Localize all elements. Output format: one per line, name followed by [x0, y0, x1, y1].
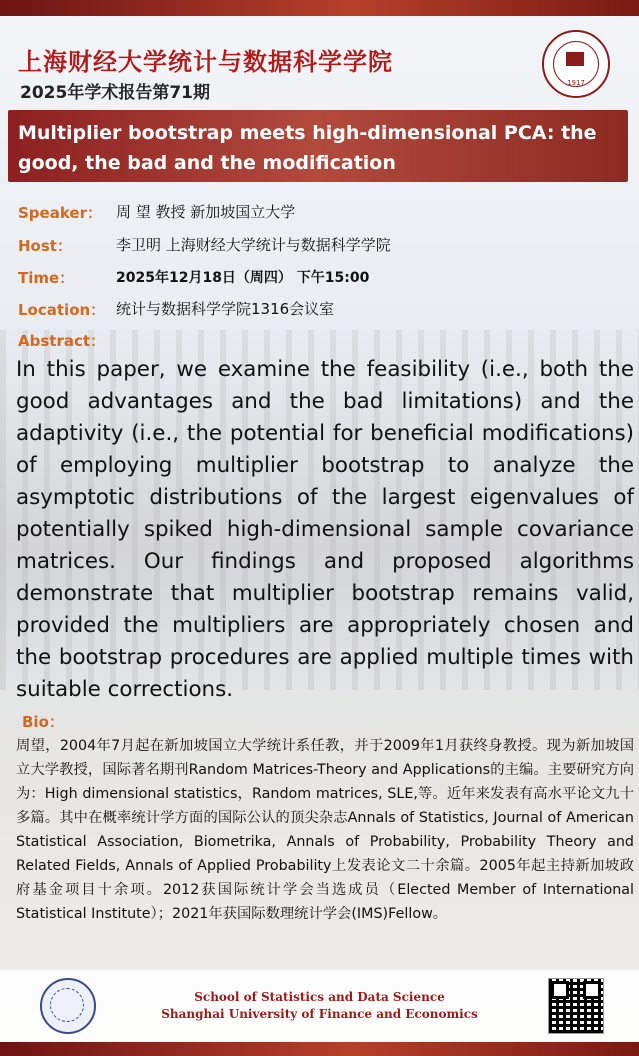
- footer-university-name: Shanghai University of Finance and Economics: [161, 1007, 478, 1021]
- bio-text: 周望，2004年7月起在新加坡国立大学统计系任教，并于2009年1月获终身教授。现为新加坡国立大学教授，国际著名期刊Random Matrices-Theory and Applications的主编。主要研究方向为：High dimensional statistics，Random matrices, SLE,等。近年来发表有高水平论文九十多篇。其中在概率统计学方面的国际公认的顶尖杂志Annals of Statistics, Journal of American Statistical Association, Biometrika, Annals of Probability, Probability Theory and Related Fields, Annals of Applied Probability上发表论文二十余篇。2005年起主持新加坡政府基金项目十余项。2012获国际统计学会当选成员（Elected Member of International Statistical Institute）；2021年获国际数理统计学会(IMS)Fellow。: [16, 738, 634, 922]
- school-title: 上海财经大学统计与数据科学学院: [18, 48, 393, 76]
- time-value: 2025年12月18日（周四） 下午15:00: [116, 270, 370, 286]
- qr-code-icon[interactable]: [548, 978, 604, 1034]
- speaker-label: Speaker：: [18, 204, 102, 222]
- school-logo-icon: [40, 978, 96, 1034]
- host-label: Host：: [18, 237, 72, 255]
- talk-title: Multiplier bootstrap meets high-dimensional PCA: the good, the bad and the modification: [18, 122, 597, 174]
- bottom-bar: [0, 1042, 639, 1056]
- top-bar: [0, 0, 639, 16]
- issue-number: 2025年学术报告第71期: [20, 83, 210, 103]
- time-label: Time：: [18, 269, 75, 287]
- location-label: Location：: [18, 301, 106, 319]
- host-value: 李卫明 上海财经大学统计与数据科学学院: [116, 236, 391, 254]
- abstract-text: In this paper, we examine the feasibility (i.e., both the good advantages and the bad limitations) and the adaptivity (i.e., the potential for beneficial modifications) of employing multiplier bootstrap to analyze the asymptotic distributions of the largest eigenvalues of potentially spiked high-dimensional sample covariance matrices. Our findings and proposed algorithms demonstrate that multiplier bootstrap remains valid, provided the multipliers are appropriately chosen and the bootstrap procedures are applied multiple times with suitable corrections.: [16, 357, 634, 702]
- location-value: 统计与数据科学学院1316会议室: [116, 300, 335, 318]
- bio-label: Bio：: [22, 713, 64, 731]
- footer-school-name: School of Statistics and Data Science: [194, 990, 445, 1004]
- abstract-label: Abstract：: [18, 332, 106, 350]
- speaker-value: 周 望 教授 新加坡国立大学: [116, 203, 296, 221]
- university-seal-icon: [542, 30, 610, 98]
- seal-year: 1917: [567, 79, 585, 87]
